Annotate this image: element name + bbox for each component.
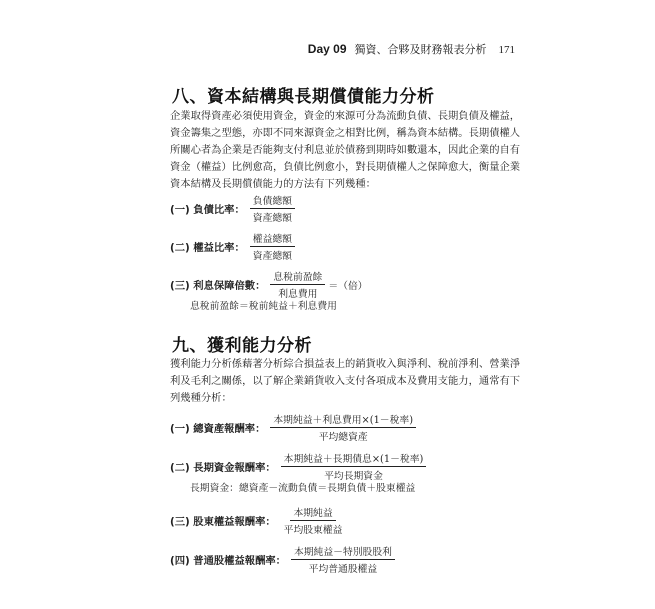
fraction (270, 412, 416, 443)
paragraph-line: 利及毛利之關係，以了解企業銷貨收入支付各項成本及費用支能力，通常有下 (170, 375, 521, 387)
formula-label: (一) 負債比率： (170, 204, 245, 216)
denominator: 平均股東權益 (283, 525, 343, 536)
fraction (291, 544, 395, 575)
fraction (281, 451, 427, 482)
section-9-paragraph (170, 356, 521, 407)
formula-roe (170, 505, 345, 536)
chapter-title: 獨資、合夥及財務報表分析 (354, 43, 487, 56)
fraction (281, 505, 346, 536)
numerator: 本期純益＋長期債息×(1－稅率) (281, 451, 427, 467)
denominator: 資產總額 (252, 251, 292, 262)
formula-interest-coverage (170, 269, 368, 300)
paragraph-line: 資金（權益）比例愈高，負債比例愈小，對長期債權人之保障愈大，衡量企業 (170, 161, 521, 173)
day-label: Day 09 (307, 42, 347, 56)
fraction (270, 269, 325, 300)
numerator: 本期純益＋利息費用×(1－稅率) (270, 412, 416, 428)
paragraph-line: 獲利能力分析係藉著分析綜合損益表上的銷貨收入與淨利、稅前淨利、營業淨 (170, 358, 521, 370)
formula-label: (一) 總資產報酬率： (170, 423, 266, 435)
page-number: 171 (498, 44, 515, 56)
paragraph-line: 企業取得資產必須使用資金，資金的來源可分為流動負債、長期負債及權益， (170, 110, 521, 122)
section-8-heading: 八、資本結構與長期償債能力分析 (172, 87, 435, 107)
formula-label: (二) 長期資金報酬率： (170, 462, 276, 474)
paragraph-line: 列幾種分析： (170, 392, 232, 404)
formula-suffix: ＝（倍） (328, 280, 368, 292)
section-8-paragraph (170, 108, 521, 193)
formula-long-term-capital-return (170, 451, 426, 482)
numerator: 權益總額 (250, 231, 295, 247)
paragraph-line: 資本結構及長期償債能力的方法有下列幾種： (170, 178, 376, 190)
formula-label: (三) 利息保障倍數： (170, 280, 266, 292)
denominator: 資產總額 (252, 213, 292, 224)
long-term-capital-note: 長期資金：總資產－流動負債＝長期負債＋股東權益 (190, 483, 416, 494)
formula-label: (四) 普通股權益報酬率： (170, 555, 286, 567)
formula-common-equity-return (170, 544, 395, 575)
formula-debt-ratio (170, 193, 295, 224)
formula-label: (二) 權益比率： (170, 242, 245, 254)
denominator: 平均長期資金 (324, 471, 383, 482)
numerator: 負債總額 (250, 193, 295, 209)
formula-equity-ratio (170, 231, 295, 262)
denominator: 平均普通股權益 (308, 564, 378, 575)
denominator: 利息費用 (278, 289, 318, 300)
paragraph-line: 資金籌集之型態，亦即不同來源資金之相對比例，稱為資本結構。長期債權人 (170, 127, 521, 139)
running-header (308, 41, 515, 57)
fraction (250, 193, 295, 224)
formula-roa (170, 412, 416, 443)
denominator: 平均總資產 (318, 432, 368, 443)
numerator: 本期純益－特別股股利 (291, 544, 395, 560)
ebit-note: 息稅前盈餘＝稅前純益＋利息費用 (190, 301, 337, 312)
section-9-heading: 九、獲利能力分析 (172, 336, 312, 356)
formula-label: (三) 股東權益報酬率： (170, 516, 276, 528)
numerator: 息稅前盈餘 (270, 269, 325, 285)
numerator: 本期純益 (290, 505, 335, 521)
fraction (250, 231, 295, 262)
paragraph-line: 所關心者為企業是否能夠支付利息並於債務到期時如數還本，因此企業的自有 (170, 144, 521, 156)
